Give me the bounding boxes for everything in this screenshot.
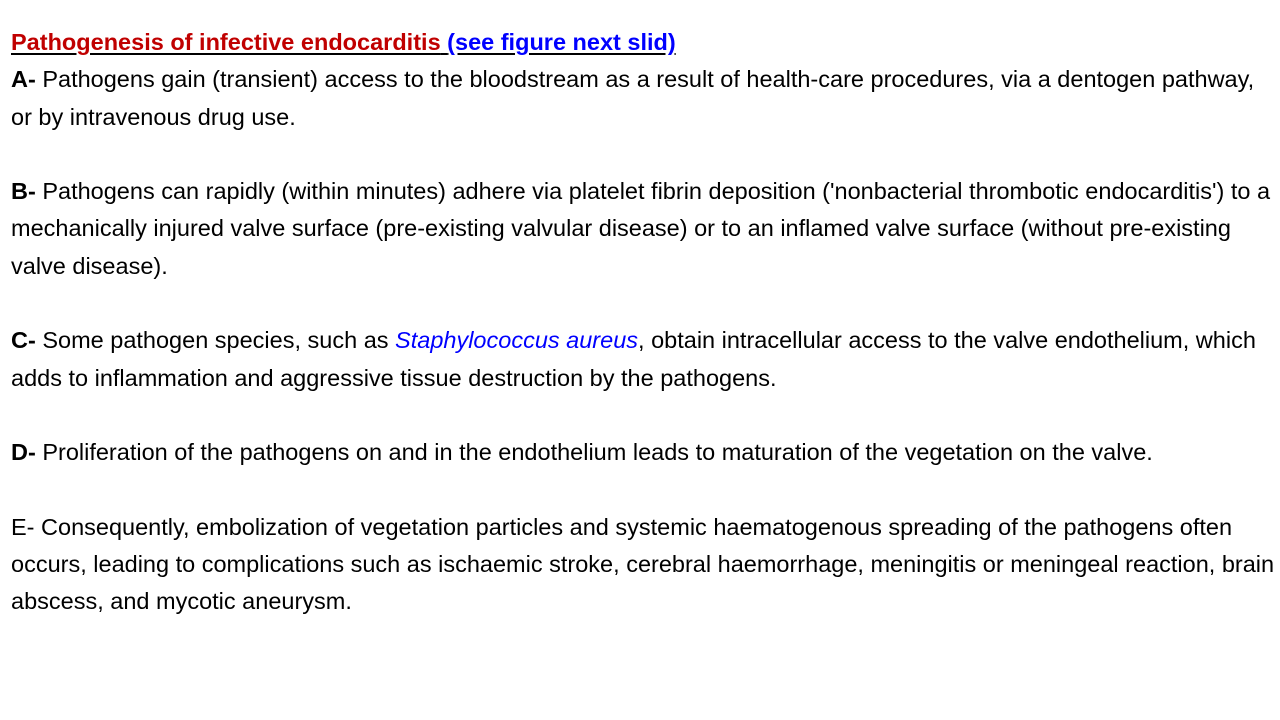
paragraph-e — [11, 509, 1275, 621]
paragraph-c — [11, 322, 1275, 397]
paragraph-d — [11, 434, 1275, 471]
paragraph-a — [11, 61, 1275, 136]
paragraph-a-text: Pathogens gain (transient) access to the bloodstream as a result of health-care procedures, via a dentogen pathway, or by intravenous drug use. — [11, 66, 1255, 130]
species-name: Staphylococcus aureus — [395, 327, 639, 354]
paragraph-b — [11, 173, 1275, 285]
slide-title — [11, 24, 1275, 61]
paragraph-c-text-before: Some pathogen species, such as — [35, 327, 396, 354]
paragraph-c-label: C- — [11, 327, 36, 354]
spacer — [11, 285, 1275, 322]
spacer — [11, 136, 1275, 173]
paragraph-e-text: E- Consequently, embolization of vegetation particles and systemic haematogenous spreading of the pathogens often occurs, leading to complications such as ischaemic stroke, cerebral haemorrhage, meningitis or meningeal reaction, brain abscess, and mycotic aneurysm. — [11, 513, 1275, 615]
figure-reference-link[interactable]: (see figure next slid) — [447, 29, 676, 55]
paragraph-b-text: Pathogens can rapidly (within minutes) adhere via platelet fibrin deposition ('nonbacterial thrombotic endocarditis') to a mechanically injured valve surface (pre-existing valvular disease) or to an inflamed valve surface (without pre-existing valve disease). — [11, 178, 1271, 279]
paragraph-d-label: D- — [11, 439, 36, 466]
paragraph-c-text-after: , obtain intracellular access to the valve endothelium, which adds to inflammation and aggressive tissue destruction by the pathogens. — [11, 327, 1256, 391]
spacer — [11, 472, 1275, 509]
paragraph-a-label: A- — [11, 66, 36, 93]
spacer — [11, 397, 1275, 434]
paragraph-d-text: Proliferation of the pathogens on and in the endothelium leads to maturation of the vegetation on the valve. — [35, 439, 1153, 466]
slide-content — [11, 24, 1275, 621]
paragraph-b-label: B- — [11, 178, 36, 205]
title-text: Pathogenesis of infective endocarditis — [11, 29, 441, 55]
